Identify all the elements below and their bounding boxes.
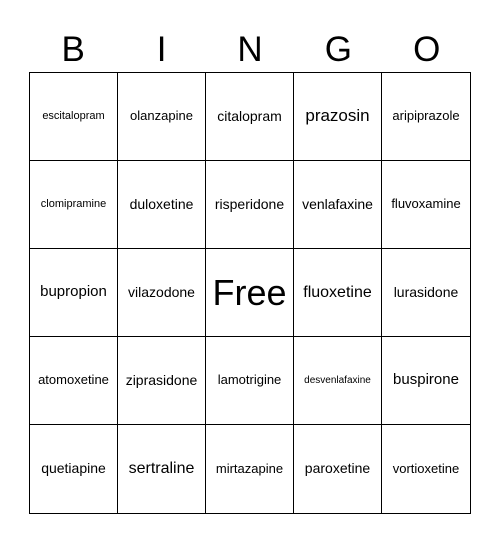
bingo-cell[interactable]: mirtazapine — [206, 425, 294, 513]
bingo-cell[interactable]: prazosin — [294, 73, 382, 161]
bingo-cell[interactable]: vilazodone — [118, 249, 206, 337]
header-letter-b: B — [61, 29, 85, 69]
bingo-cell[interactable]: olanzapine — [118, 73, 206, 161]
bingo-cell[interactable]: bupropion — [30, 249, 118, 337]
bingo-cell[interactable]: sertraline — [118, 425, 206, 513]
bingo-cell[interactable]: lurasidone — [382, 249, 470, 337]
bingo-cell[interactable]: aripiprazole — [382, 73, 470, 161]
bingo-cell[interactable]: quetiapine — [30, 425, 118, 513]
bingo-cell[interactable]: buspirone — [382, 337, 470, 425]
bingo-cell[interactable]: atomoxetine — [30, 337, 118, 425]
bingo-cell[interactable]: citalopram — [206, 73, 294, 161]
free-space-cell[interactable]: Free — [206, 249, 294, 337]
bingo-cell[interactable]: desvenlafaxine — [294, 337, 382, 425]
bingo-cell[interactable]: venlafaxine — [294, 161, 382, 249]
header-letter-n: N — [237, 29, 263, 69]
bingo-cell[interactable]: ziprasidone — [118, 337, 206, 425]
bingo-board — [29, 72, 471, 514]
bingo-cell[interactable]: lamotrigine — [206, 337, 294, 425]
bingo-cell[interactable]: duloxetine — [118, 161, 206, 249]
bingo-cell[interactable]: fluvoxamine — [382, 161, 470, 249]
bingo-cell[interactable]: clomipramine — [30, 161, 118, 249]
bingo-header — [29, 26, 471, 72]
bingo-cell[interactable]: escitalopram — [30, 73, 118, 161]
bingo-cell[interactable]: vortioxetine — [392, 460, 460, 476]
bingo-cell[interactable]: fluoxetine — [294, 249, 382, 337]
header-letter-g: G — [324, 29, 352, 69]
bingo-cell[interactable]: risperidone — [206, 161, 294, 249]
header-letter-o: O — [413, 29, 441, 69]
header-letter-i: I — [156, 29, 167, 69]
bingo-cell[interactable]: paroxetine — [294, 425, 382, 513]
